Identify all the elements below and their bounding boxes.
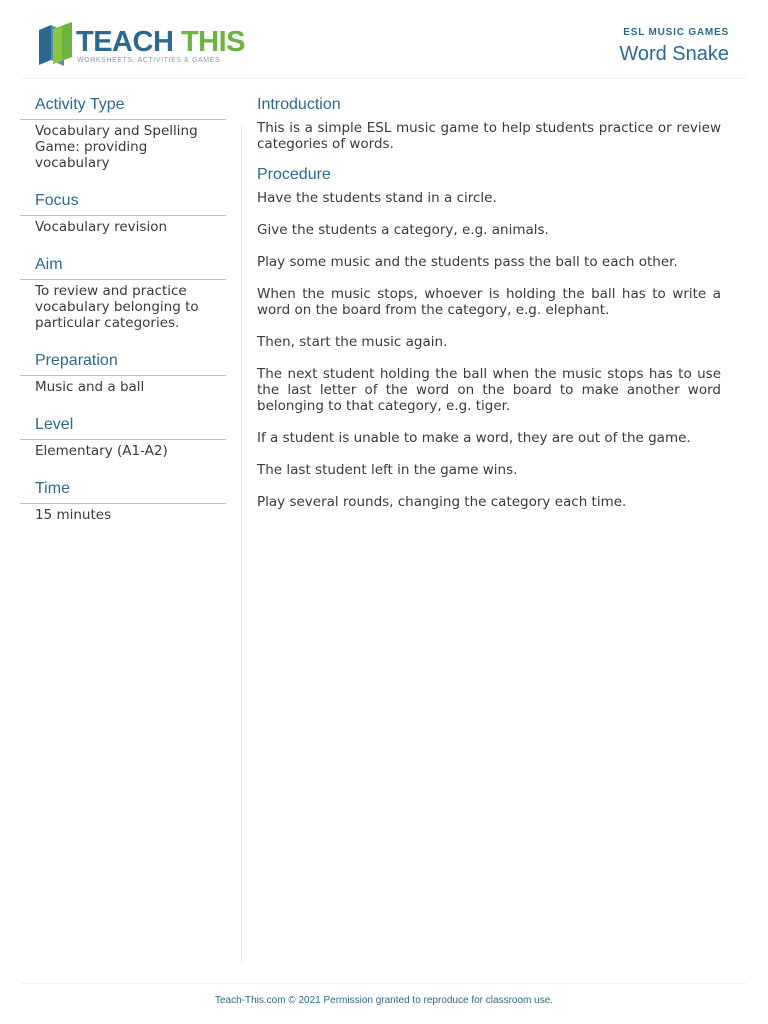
- section-value: Music and a ball: [35, 379, 145, 395]
- section-heading: Time: [20, 476, 226, 504]
- procedure-step: When the music stops, whoever is holding the ball has to write a word on the board from the category, e.g. elephant.: [257, 286, 721, 318]
- section-value: Elementary (A1-A2): [35, 443, 168, 459]
- activity-type-section: [20, 92, 226, 171]
- book-icon: [36, 22, 74, 68]
- section-heading: Focus: [20, 188, 226, 216]
- procedure-step: Have the students stand in a circle.: [257, 190, 497, 206]
- procedure-step: Play several rounds, changing the category each time.: [257, 494, 627, 510]
- copyright-footer: Teach-This.com © 2021 Permission granted to reproduce for classroom use.: [214, 995, 554, 1006]
- footer-divider: [20, 983, 746, 984]
- procedure-step: If a student is unable to make a word, they are out of the game.: [257, 430, 691, 446]
- column-divider: [241, 124, 242, 964]
- introduction-heading: Introduction: [257, 96, 341, 113]
- activity-details-sidebar: [20, 92, 226, 540]
- section-value: Vocabulary revision: [35, 219, 168, 235]
- level-section: [20, 412, 226, 459]
- page-header: [0, 0, 768, 80]
- procedure-step: Give the students a category, e.g. animals.: [257, 222, 549, 238]
- procedure-step: Then, start the music again.: [257, 334, 448, 350]
- time-section: [20, 476, 226, 523]
- section-value: Vocabulary and Spelling Game: providing vocabulary: [35, 123, 198, 171]
- logo-tagline: WORKSHEETS, ACTIVITIES & GAMES: [77, 57, 221, 64]
- procedure-step: The last student left in the game wins.: [257, 462, 518, 478]
- preparation-section: [20, 348, 226, 395]
- procedure-heading: Procedure: [257, 166, 331, 183]
- worksheet-title: Word Snake: [619, 43, 729, 65]
- procedure-step: Play some music and the students pass the ball to each other.: [257, 254, 678, 270]
- section-heading: Preparation: [20, 348, 226, 376]
- section-heading: Level: [20, 412, 226, 440]
- main-content: [257, 92, 721, 526]
- worksheet-category: ESL MUSIC GAMES: [623, 27, 729, 38]
- procedure-step: The next student holding the ball when the music stops has to use the last letter of the word on the board to make another word belonging to that category, e.g. tiger.: [257, 366, 721, 414]
- section-value: 15 minutes: [35, 507, 112, 523]
- section-value: To review and practice vocabulary belonging to particular categories.: [35, 283, 199, 331]
- section-heading: Aim: [20, 252, 226, 280]
- aim-section: [20, 252, 226, 331]
- logo-wordmark: TEACH THIS: [76, 26, 246, 58]
- section-heading: Activity Type: [20, 92, 226, 120]
- header-divider: [20, 78, 746, 79]
- teach-this-logo[interactable]: [36, 22, 246, 70]
- introduction-text: This is a simple ESL music game to help students practice or review categories of words.: [257, 120, 721, 152]
- focus-section: [20, 188, 226, 235]
